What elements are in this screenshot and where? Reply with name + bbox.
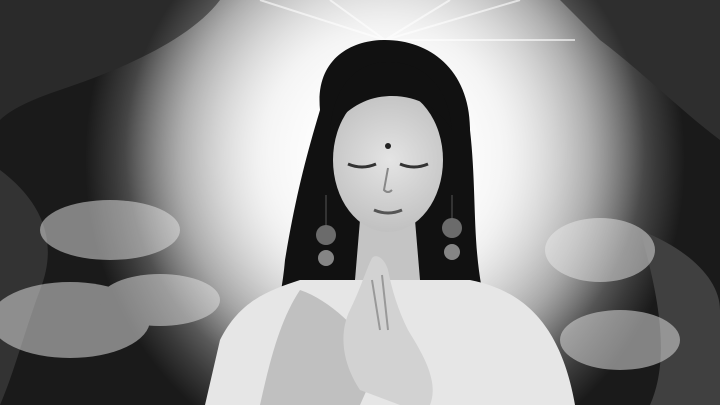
bindi bbox=[385, 143, 391, 149]
